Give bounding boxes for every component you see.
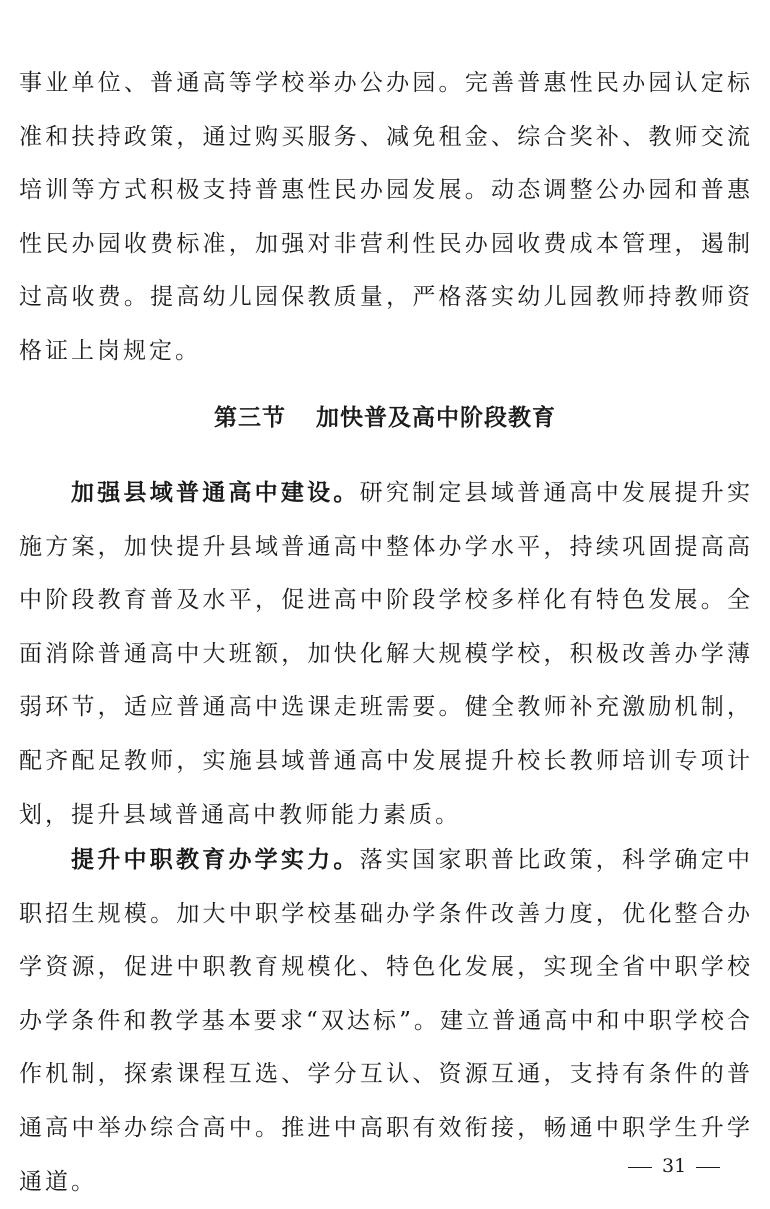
paragraph-body: 研究制定县域普通高中发展提升实施方案，加快提升县域普通高中整体办学水平，持续巩固提高高中阶段教育普及水平，促进高中阶段学校多样化有特色发展。全面消除普通高中大班额，加快化解大规模学校，积极改善办学薄弱环节，适应普通高中选课走班需要。健全教师补充激励机制，配齐配足教师，实施县域普通高中发展提升校长教师培训专项计划，提升县域普通高中教师能力素质。 (19, 480, 754, 828)
section-title: 加快普及高中阶段教育 (316, 405, 556, 431)
page-number-dash-left (628, 1167, 652, 1168)
paragraph-lead: 加强县域普通高中建设。 (71, 480, 360, 506)
page-number-dash-right (696, 1167, 720, 1168)
page-number-value: 31 (662, 1155, 687, 1177)
page-number (618, 1152, 730, 1180)
paragraph-continued: 事业单位、普通高等学校举办公办园。完善普惠性民办园认定标准和扶持政策，通过购买服务、减免租金、综合奖补、教师交流培训等方式积极支持普惠性民办园发展。动态调整公办园和普惠性民办园收费标准，加强对非营利性民办园收费成本管理，遏制过高收费。提高幼儿园保教质量，严格落实幼儿园教师持教师资格证上岗规定。 (19, 70, 753, 364)
paragraph-body: 落实国家职普比政策，科学确定中职招生规模。加大中职学校基础办学条件改善力度，优化整合办学资源，促进中职教育规模化、特色化发展，实现全省中职学校办学条件和教学基本要求“双达标”。建立普通高中和中职学校合作机制，探索课程互选、学分互认、资源互通，支持有条件的普通高中举办综合高中。推进中高职有效衔接，畅通中职学生升学通道。 (19, 847, 754, 1195)
paragraph-county-high-school (19, 467, 753, 842)
section-number: 第三节 (214, 405, 286, 431)
section-heading (0, 394, 770, 442)
paragraph-lead: 提升中职教育办学实力。 (71, 847, 360, 873)
